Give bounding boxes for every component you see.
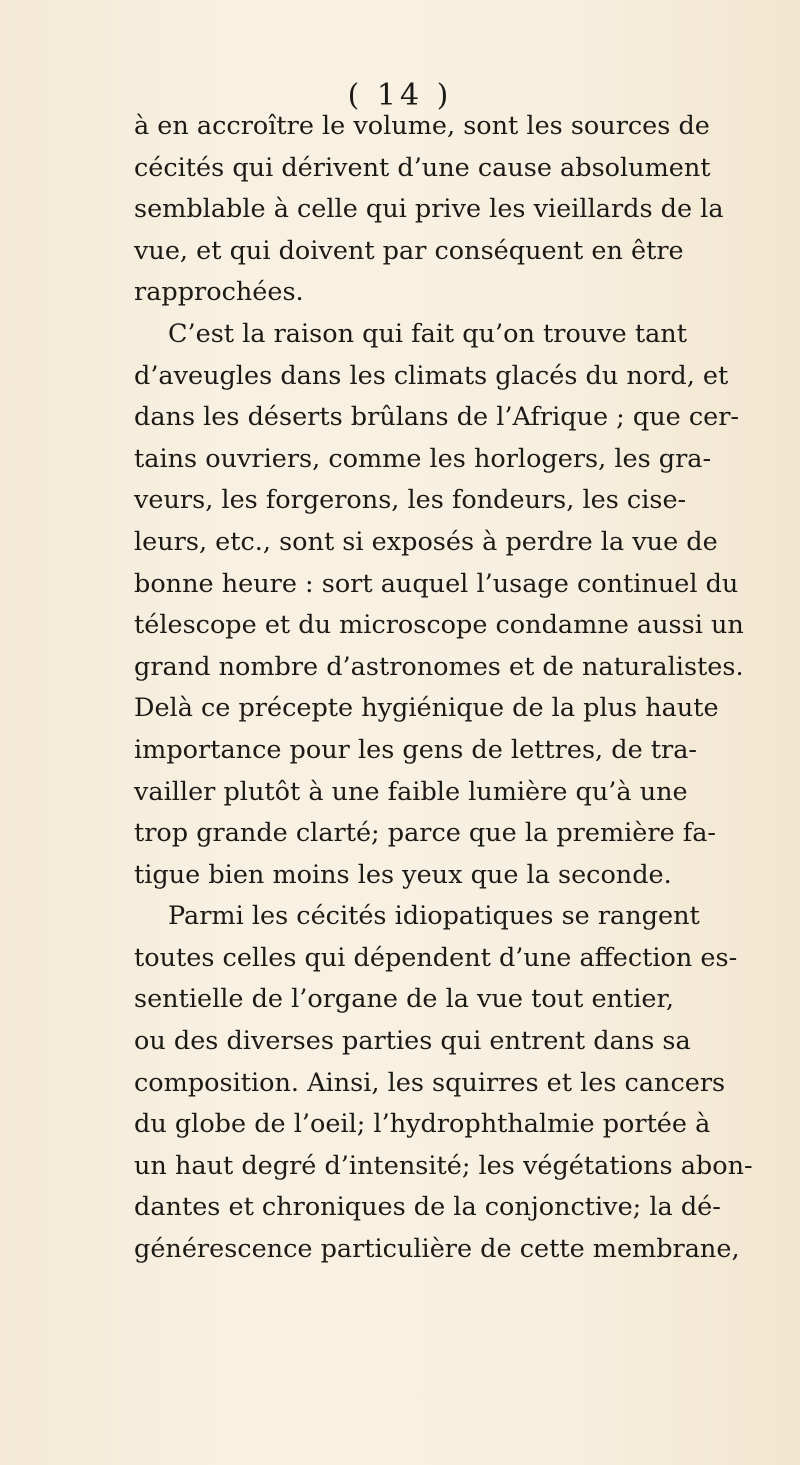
text-line: vue, et qui doivent par conséquent en être: [134, 235, 684, 266]
text-line: leurs, etc., sont si exposés à perdre la vue de: [134, 526, 718, 557]
text-line: ou des diverses parties qui entrent dans sa: [134, 1026, 691, 1057]
text-line: veurs, les forgerons, les fondeurs, les cise-: [134, 485, 687, 516]
text-line: bonne heure : sort auquel l’usage continuel du: [134, 568, 739, 599]
text-line: tains ouvriers, comme les horlogers, les gra-: [134, 443, 712, 474]
text-line: dantes et chroniques de la conjonctive; la dé-: [134, 1192, 721, 1223]
text-line: Parmi les cécités idiopatiques se rangent: [168, 901, 700, 932]
text-line: du globe de l’oeil; l’hydrophthalmie portée à: [134, 1109, 711, 1140]
text-line: générescence particulière de cette membrane,: [134, 1234, 740, 1265]
text-line: semblable à celle qui prive les vieillards de la: [134, 194, 724, 225]
text-line: vailler plutôt à une faible lumière qu’à une: [134, 776, 688, 807]
text-line: dans les déserts brûlans de l’Afrique ; que cer-: [134, 402, 740, 433]
text-line: importance pour les gens de lettres, de tra-: [134, 734, 698, 765]
text-line: un haut degré d’intensité; les végétations abon-: [134, 1150, 753, 1181]
text-line: C’est la raison qui fait qu’on trouve tant: [168, 318, 687, 349]
text-line: Delà ce précepte hygiénique de la plus haute: [134, 693, 719, 724]
text-line: sentielle de l’organe de la vue tout entier,: [134, 984, 674, 1015]
text-line: toutes celles qui dépendent d’une affection es-: [134, 942, 738, 973]
text-line: trop grande clarté; parce que la première fa-: [134, 818, 717, 849]
text-line: rapprochées.: [134, 277, 304, 308]
text-line: à en accroître le volume, sont les sources de: [134, 111, 710, 141]
text-line: cécités qui dérivent d’une cause absolument: [134, 152, 711, 183]
body-text: [134, 106, 753, 1271]
text-line: composition. Ainsi, les squirres et les cancers: [134, 1067, 726, 1098]
text-line: tigue bien moins les yeux que la seconde.: [134, 859, 672, 890]
text-line: télescope et du microscope condamne aussi un: [134, 610, 744, 641]
text-line: d’aveugles dans les climats glacés du nord, et: [134, 360, 729, 391]
text-line: grand nombre d’astronomes et de naturalistes.: [134, 651, 744, 682]
page-number: ( 14 ): [347, 78, 453, 113]
